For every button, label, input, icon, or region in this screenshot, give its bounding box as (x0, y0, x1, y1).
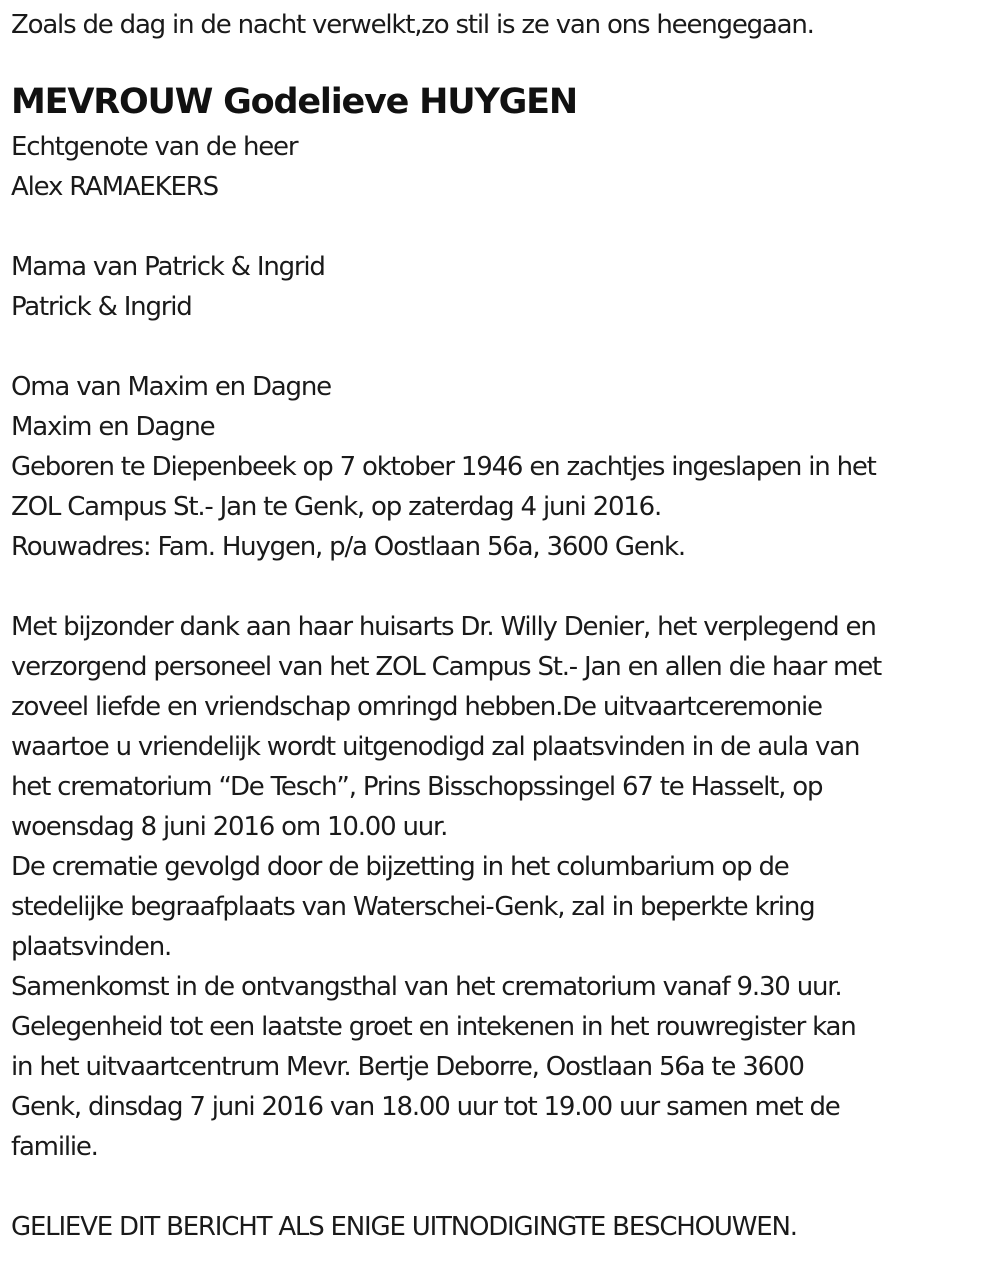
children-line: Mama van Patrick & Ingrid (11, 252, 325, 282)
spouse-section (11, 127, 996, 207)
birth-death-section (11, 447, 996, 567)
ceremony-line: zoveel liefde en vriendschap omringd hebben.De uitvaartceremonie (11, 692, 822, 722)
ceremony-line: het crematorium “De Tesch”, Prins Bisschopssingel 67 te Hasselt, op (11, 772, 823, 802)
opening-line: Zoals de dag in de nacht verwelkt,zo stil is ze van ons heengegaan. (11, 10, 814, 40)
death-line: ZOL Campus St.- Jan te Genk, op zaterdag 4 juni 2016. (11, 492, 662, 522)
closing-line: GELIEVE DIT BERICHT ALS ENIGE UITNODIGINGTE BESCHOUWEN. (11, 1212, 797, 1242)
birth-line: Geboren te Diepenbeek op 7 oktober 1946 en zachtjes ingeslapen in het (11, 452, 876, 482)
spouse-name: Alex RAMAEKERS (11, 172, 218, 202)
ceremony-line: in het uitvaartcentrum Mevr. Bertje Deborre, Oostlaan 56a te 3600 (11, 1052, 804, 1082)
ceremony-line: waartoe u vriendelijk wordt uitgenodigd zal plaatsvinden in de aula van (11, 732, 860, 762)
ceremony-line: De crematie gevolgd door de bijzetting in het columbarium op de (11, 852, 789, 882)
ceremony-line: Met bijzonder dank aan haar huisarts Dr. Willy Denier, het verplegend en (11, 612, 876, 642)
ceremony-line: Samenkomst in de ontvangsthal van het crematorium vanaf 9.30 uur. (11, 972, 842, 1002)
grandchildren-line: Oma van Maxim en Dagne (11, 372, 331, 402)
ceremony-line: Gelegenheid tot een laatste groet en intekenen in het rouwregister kan (11, 1012, 856, 1042)
spacer (11, 1167, 996, 1207)
mourning-address: Rouwadres: Fam. Huygen, p/a Oostlaan 56a, 3600 Genk. (11, 532, 685, 562)
ceremony-line: plaatsvinden. (11, 932, 172, 962)
children-names: Patrick & Ingrid (11, 292, 192, 322)
ceremony-line: familie. (11, 1132, 98, 1162)
spacer (11, 567, 996, 607)
ceremony-line: Genk, dinsdag 7 juni 2016 van 18.00 uur tot 19.00 uur samen met de (11, 1092, 840, 1122)
spacer (11, 327, 996, 367)
spacer (11, 207, 996, 247)
spouse-line: Echtgenote van de heer (11, 132, 298, 162)
grandchildren-section (11, 367, 996, 447)
deceased-name-heading: MEVROUW Godelieve HUYGEN (11, 82, 577, 122)
grandchildren-names: Maxim en Dagne (11, 412, 215, 442)
obituary-document (11, 5, 996, 1247)
ceremony-line: woensdag 8 juni 2016 om 10.00 uur. (11, 812, 448, 842)
ceremony-line: stedelijke begraafplaats van Waterschei-Genk, zal in beperkte kring (11, 892, 815, 922)
ceremony-section (11, 607, 996, 1167)
ceremony-line: verzorgend personeel van het ZOL Campus St.- Jan en allen die haar met (11, 652, 882, 682)
children-section (11, 247, 996, 327)
